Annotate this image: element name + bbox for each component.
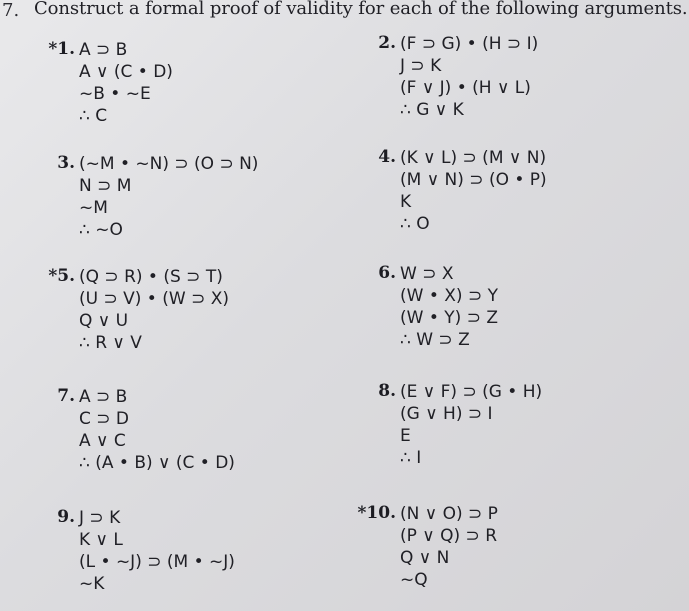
premise-1: W ⊃ X: [400, 264, 454, 284]
premise-1: (N ∨ O) ⊃ P: [400, 504, 498, 524]
premise-2: (M ∨ N) ⊃ (O • P): [400, 170, 547, 190]
premise-2: K ∨ L: [79, 530, 123, 550]
conclusion: ∴ ~O: [79, 220, 123, 240]
premise-1: (~M • ~N) ⊃ (O ⊃ N): [79, 154, 259, 174]
problem-8: [378, 381, 543, 469]
premise-3: ~B • ~E: [79, 84, 151, 104]
problem-number: 8.: [378, 381, 396, 401]
problem-number: *10.: [357, 503, 396, 523]
premise-3: (W • Y) ⊃ Z: [400, 308, 498, 328]
conclusion: ∴ C: [79, 106, 108, 126]
problem-4: [378, 147, 547, 235]
problem-1: [48, 39, 173, 127]
premise-3: Q ∨ U: [79, 311, 129, 331]
conclusion: ∴ (A • B) ∨ (C • D): [79, 453, 235, 473]
premise-1: (E ∨ F) ⊃ (G • H): [400, 382, 543, 402]
conclusion: ∴ I: [400, 448, 422, 468]
premise-1: (K ∨ L) ⊃ (M ∨ N): [400, 148, 547, 168]
problem-10: [357, 503, 498, 591]
premise-1: A ⊃ B: [79, 387, 128, 407]
problem-5: [48, 266, 229, 354]
conclusion: ∴ G ∨ K: [400, 100, 464, 120]
exercise-set-marker: 7.: [2, 0, 20, 21]
conclusion: ∴ W ⊃ Z: [400, 330, 470, 350]
premise-2: N ⊃ M: [79, 176, 132, 196]
premise-2: A ∨ (C • D): [79, 62, 173, 82]
problem-number: 7.: [57, 386, 75, 406]
conclusion: ∴ O: [400, 214, 430, 234]
premise-2: J ⊃ K: [400, 56, 442, 76]
premise-2: (U ⊃ V) • (W ⊃ X): [79, 289, 229, 309]
premise-3: Q ∨ N: [400, 548, 450, 568]
premise-2: (G ∨ H) ⊃ I: [400, 404, 493, 424]
problem-2: [378, 33, 539, 121]
conclusion: ∴ R ∨ V: [79, 333, 142, 353]
premise-3: (L • ~J) ⊃ (M • ~J): [79, 552, 235, 572]
instruction-text: Construct a formal proof of validity for each of the following arguments.: [34, 0, 688, 19]
premise-3: E: [400, 426, 411, 446]
problem-number: 3.: [57, 153, 75, 173]
problem-number: *1.: [48, 39, 75, 59]
premise-1: (Q ⊃ R) • (S ⊃ T): [79, 267, 223, 287]
problem-6: [378, 263, 498, 351]
premise-3: ~M: [79, 198, 108, 218]
problem-7: [57, 386, 235, 474]
problem-number: 2.: [378, 33, 396, 53]
premise-3: A ∨ C: [79, 431, 126, 451]
problem-number: 4.: [378, 147, 396, 167]
premise-2: C ⊃ D: [79, 409, 130, 429]
problem-3: [57, 153, 259, 241]
premise-4: ~Q: [400, 570, 428, 590]
problem-9: [57, 507, 235, 595]
problem-number: *5.: [48, 266, 75, 286]
premise-1: J ⊃ K: [79, 508, 121, 528]
problem-number: 9.: [57, 507, 75, 527]
premise-4: ~K: [79, 574, 105, 594]
premise-2: (W • X) ⊃ Y: [400, 286, 498, 306]
premise-1: A ⊃ B: [79, 40, 128, 60]
problem-number: 6.: [378, 263, 396, 283]
premise-2: (P ∨ Q) ⊃ R: [400, 526, 498, 546]
premise-1: (F ⊃ G) • (H ⊃ I): [400, 34, 539, 54]
premise-3: K: [400, 192, 412, 212]
premise-3: (F ∨ J) • (H ∨ L): [400, 78, 531, 98]
